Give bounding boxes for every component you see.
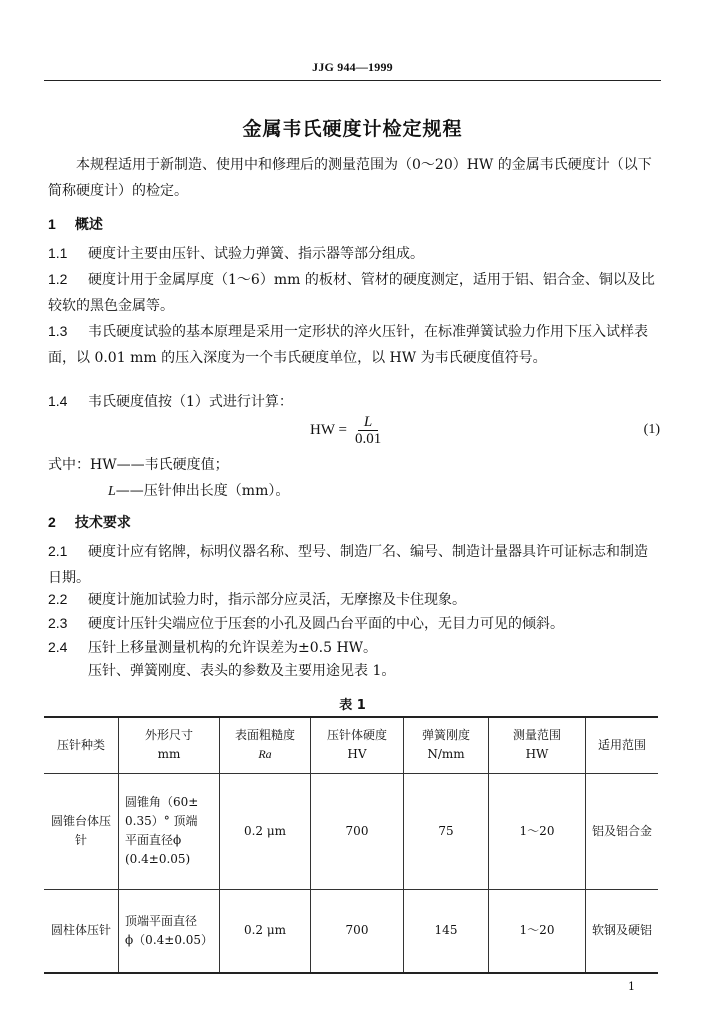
cell-shape	[119, 773, 220, 889]
clause-text: 压针上移量测量机构的允许误差为±0.5 HW。	[88, 640, 378, 656]
cell-range: 1～20	[489, 889, 586, 973]
clause-text: 硬度计应有铭牌，标明仪器名称、型号、制造厂名、编号、制造计量器具许可证标志和制造日期。	[48, 544, 648, 586]
table-header-row	[44, 717, 658, 773]
shape-line: ϕ（0.4±0.05）	[125, 932, 214, 947]
header-unit: Ra	[258, 747, 272, 762]
clause-number: 2.1	[48, 543, 68, 559]
shape-line: 平面直径ϕ	[125, 833, 182, 847]
shape-line: 顶端平面直径	[125, 913, 198, 928]
header-text: 适用范围	[597, 737, 646, 752]
table-reference-note: 压针、弹簧刚度、表头的参数及主要用途见表 1。	[88, 663, 396, 679]
where-line-2	[108, 478, 289, 505]
shape-line: (0.4±0.05)	[125, 852, 191, 866]
col-header-stiffness	[404, 717, 489, 773]
clause-text: 硬度计主要由压针、试验力弹簧、指示器等部分组成。	[88, 246, 424, 262]
clause-number: 1.2	[48, 271, 68, 287]
header-text: 弹簧刚度	[421, 728, 470, 743]
cell-usage: 铝及铝合金	[586, 773, 659, 889]
cell-usage: 软钢及硬铝	[586, 889, 659, 973]
clause-2-3	[48, 610, 660, 637]
section-heading-2	[48, 512, 131, 532]
cell-roughness: 0.2 μm	[220, 889, 311, 973]
section-title: 概述	[74, 217, 103, 233]
header-unit: HV	[347, 747, 367, 762]
clause-number: 1.4	[48, 393, 68, 409]
clause-1-4	[48, 388, 660, 415]
clause-1-3	[48, 318, 660, 371]
cell-hardness: 700	[311, 889, 404, 973]
clause-text: 韦氏硬度值按（1）式进行计算：	[88, 394, 293, 410]
header-rule	[44, 80, 661, 81]
section-number: 1	[48, 216, 56, 232]
section-heading-1	[48, 214, 103, 234]
clause-1-2	[48, 266, 660, 319]
clause-2-2	[48, 586, 660, 613]
header-text: 压针种类	[56, 737, 105, 752]
clause-1-1	[48, 240, 660, 267]
clause-number: 2.3	[48, 615, 68, 631]
where-hw: HW——韦氏硬度值；	[90, 457, 229, 473]
specification-table	[44, 716, 658, 974]
col-header-type	[44, 717, 119, 773]
cell-stiffness: 75	[404, 773, 489, 889]
shape-line: 0.35）° 顶端	[125, 814, 198, 828]
formula-denominator: 0.01	[354, 431, 382, 447]
cell-roughness: 0.2 μm	[220, 773, 311, 889]
table-row	[44, 773, 658, 889]
cell-range: 1～20	[489, 773, 586, 889]
section-title: 技术要求	[74, 515, 131, 531]
section-number: 2	[48, 514, 56, 530]
col-header-range	[489, 717, 586, 773]
col-header-roughness	[220, 717, 311, 773]
equation-number: (1)	[643, 422, 660, 437]
clause-number: 1.1	[48, 245, 68, 261]
cell-stiffness: 145	[404, 889, 489, 973]
clause-text: 硬度计施加试验力时，指示部分应灵活，无摩擦及卡住现象。	[88, 592, 466, 608]
document-title: 金属韦氏硬度计检定规程	[242, 118, 463, 140]
formula-fraction	[355, 414, 381, 447]
cell-hardness: 700	[311, 773, 404, 889]
header-unit: N/mm	[427, 747, 465, 762]
header-text: 外形尺寸	[144, 728, 193, 743]
formula-row	[48, 414, 660, 448]
col-header-hardness	[311, 717, 404, 773]
table-caption: 表 1	[339, 698, 366, 713]
header-text: 表面粗糙度	[234, 728, 295, 743]
formula-numerator: L	[358, 414, 378, 431]
clause-number: 2.2	[48, 591, 68, 607]
clause-text: 硬度计用于金属厚度（1～6）mm 的板材、管材的硬度测定，适用于铝、铝合金、铜以及比较软的黑色金属等。	[48, 272, 655, 314]
page-number: 1	[628, 980, 635, 993]
hw-formula	[310, 414, 381, 447]
page-header: JJG 944—1999	[312, 60, 393, 74]
where-l-text: ——压针伸出长度（mm）。	[115, 483, 290, 499]
header-text: 压针体硬度	[326, 728, 387, 743]
intro-paragraph: 本规程适用于新制造、使用中和修理后的测量范围为（0～20）HW 的金属韦氏硬度计（以下简称硬度计）的检定。	[48, 157, 652, 199]
where-label: 式中：	[48, 457, 90, 473]
header-unit: HW	[525, 747, 549, 762]
clause-text: 硬度计压针尖端应位于压套的小孔及圆凸台平面的中心，无目力可见的倾斜。	[88, 616, 564, 632]
where-symbol-l: L	[108, 484, 116, 499]
col-header-shape	[119, 717, 220, 773]
cell-shape	[119, 889, 220, 973]
cell-type: 圆锥台体压针	[44, 773, 119, 889]
table-row	[44, 889, 658, 973]
clause-2-1	[48, 538, 660, 591]
shape-line: 圆锥角（60±	[125, 795, 199, 809]
header-unit: mm	[157, 747, 181, 762]
clause-text: 韦氏硬度试验的基本原理是采用一定形状的淬火压针，在标准弹簧试验力作用下压入试样表面，以 0.01 mm 的压入深度为一个韦氏硬度单位，以 HW 为韦氏硬度值符号。	[48, 324, 648, 366]
header-text: 测量范围	[512, 728, 561, 743]
clause-number: 2.4	[48, 639, 68, 655]
clause-number: 1.3	[48, 323, 68, 339]
cell-type: 圆柱体压针	[44, 889, 119, 973]
formula-lhs: HW =	[310, 422, 347, 438]
clause-2-4	[48, 634, 660, 661]
col-header-usage	[586, 717, 659, 773]
where-line-1	[48, 452, 229, 478]
